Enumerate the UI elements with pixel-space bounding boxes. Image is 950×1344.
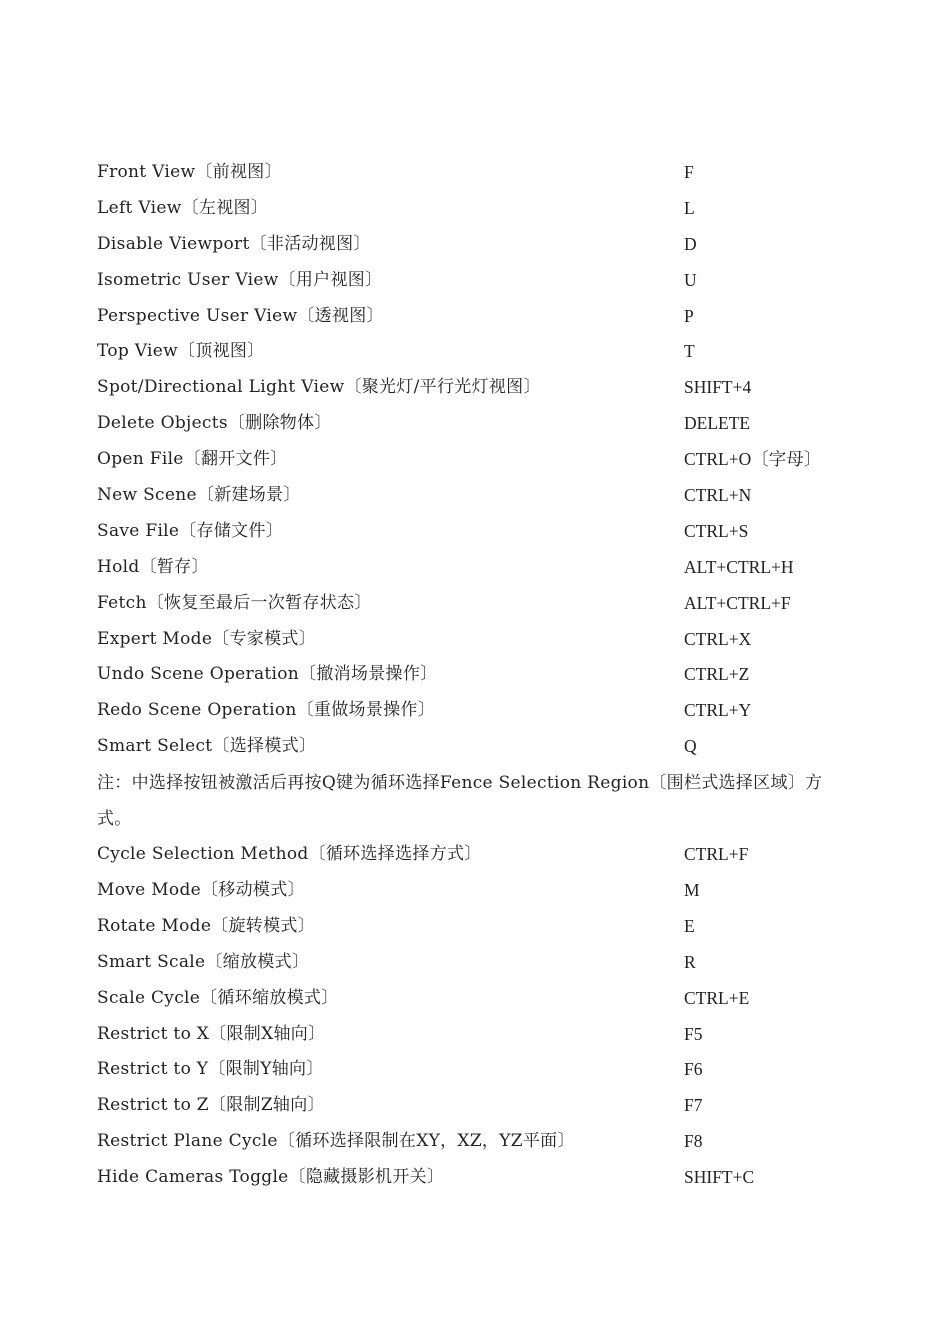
shortcut-key: CTRL+N <box>684 485 752 506</box>
shortcut-row <box>97 622 857 658</box>
shortcut-key: ALT+CTRL+H <box>684 556 794 577</box>
shortcut-label: Disable Viewport〔非活动视图〕 <box>97 233 371 254</box>
shortcut-key: D <box>684 233 697 254</box>
shortcut-row <box>97 550 857 586</box>
shortcut-label: Front View〔前视图〕 <box>97 162 282 182</box>
shortcut-label: Isometric User View〔用户视图〕 <box>97 269 383 290</box>
shortcut-label: Perspective User View〔透视图〕 <box>97 305 384 326</box>
shortcut-row <box>97 155 857 191</box>
shortcut-row <box>97 478 857 514</box>
shortcut-key: E <box>684 915 695 936</box>
shortcut-key: CTRL+Y <box>684 700 752 721</box>
shortcut-label: Hide Cameras Toggle〔隐藏摄影机开关〕 <box>97 1167 445 1188</box>
shortcut-key: CTRL+X <box>684 628 752 649</box>
shortcut-row <box>97 693 857 729</box>
shortcut-label: Restrict Plane Cycle〔循环选择限制在XY，XZ，YZ平面〕 <box>97 1131 575 1152</box>
shortcut-row <box>97 837 857 873</box>
shortcut-key: L <box>684 197 695 218</box>
shortcut-label: Restrict to X〔限制X轴向〕 <box>97 1023 326 1044</box>
shortcut-key: F5 <box>684 1023 703 1044</box>
shortcut-label: Save File〔存储文件〕 <box>97 520 284 541</box>
shortcut-row <box>97 191 857 227</box>
shortcut-key: F7 <box>684 1095 703 1116</box>
shortcut-label: Top View〔顶视图〕 <box>97 341 265 362</box>
shortcut-key: CTRL+O〔字母〕 <box>684 449 822 470</box>
shortcut-row <box>97 1017 857 1053</box>
shortcut-label: New Scene〔新建场景〕 <box>97 485 301 506</box>
shortcut-key: R <box>684 951 696 972</box>
shortcut-key: F8 <box>684 1131 703 1152</box>
shortcut-label: Cycle Selection Method〔循环选择选择方式〕 <box>97 844 482 865</box>
shortcut-row <box>97 299 857 335</box>
shortcut-label: Left View〔左视图〕 <box>97 197 269 218</box>
shortcut-list <box>97 155 857 1196</box>
shortcut-key: CTRL+S <box>684 520 749 541</box>
shortcut-key: F6 <box>684 1059 703 1080</box>
shortcut-row <box>97 981 857 1017</box>
shortcut-label: Rotate Mode〔旋转模式〕 <box>97 915 315 936</box>
shortcut-key: CTRL+F <box>684 844 749 865</box>
shortcut-row <box>97 945 857 981</box>
shortcut-key: ALT+CTRL+F <box>684 592 791 613</box>
shortcut-key: CTRL+E <box>684 987 750 1008</box>
shortcut-label: Undo Scene Operation〔撤消场景操作〕 <box>97 664 438 685</box>
shortcut-key: CTRL+Z <box>684 664 750 685</box>
shortcut-row <box>97 873 857 909</box>
shortcut-key: F <box>684 162 694 182</box>
shortcut-row <box>97 729 857 765</box>
shortcut-key: DELETE <box>684 413 751 434</box>
shortcut-row <box>97 370 857 406</box>
shortcut-row <box>97 514 857 550</box>
shortcut-row <box>97 1124 857 1160</box>
shortcut-row <box>97 1160 857 1196</box>
shortcut-label: Spot/Directional Light View〔聚光灯/平行光灯视图〕 <box>97 377 541 398</box>
shortcut-label: Restrict to Y〔限制Y轴向〕 <box>97 1059 324 1080</box>
shortcut-key: U <box>684 269 697 290</box>
shortcut-label: Delete Objects〔删除物体〕 <box>97 413 332 434</box>
shortcut-key: SHIFT+4 <box>684 377 752 398</box>
shortcut-row <box>97 1088 857 1124</box>
shortcut-label: Redo Scene Operation〔重做场景操作〕 <box>97 700 436 721</box>
shortcut-key: SHIFT+C <box>684 1167 755 1188</box>
shortcut-row <box>97 334 857 370</box>
shortcut-label: Hold〔暂存〕 <box>97 556 209 577</box>
shortcut-row <box>97 406 857 442</box>
shortcut-key: Q <box>684 736 697 757</box>
shortcut-row <box>97 909 857 945</box>
shortcut-label: Move Mode〔移动模式〕 <box>97 880 305 901</box>
shortcut-row <box>97 657 857 693</box>
shortcut-row <box>97 442 857 478</box>
shortcut-label: Open File〔翻开文件〕 <box>97 449 288 470</box>
shortcut-key: P <box>684 305 694 326</box>
selection-note: 注：中选择按钮被激活后再按Q键为循环选择Fence Selection Region〔围栏式选择区域〕方式。 <box>97 773 823 830</box>
shortcut-key: M <box>684 880 700 901</box>
shortcut-label: Expert Mode〔专家模式〕 <box>97 628 316 649</box>
shortcut-label: Smart Select〔选择模式〕 <box>97 736 317 757</box>
shortcut-row <box>97 586 857 622</box>
shortcut-row <box>97 263 857 299</box>
shortcut-label: Scale Cycle〔循环缩放模式〕 <box>97 987 339 1008</box>
shortcut-key: T <box>684 341 695 362</box>
shortcut-label: Smart Scale〔缩放模式〕 <box>97 951 310 972</box>
shortcut-label: Fetch〔恢复至最后一次暂存状态〕 <box>97 592 372 613</box>
shortcut-row <box>97 1052 857 1088</box>
shortcut-label: Restrict to Z〔限制Z轴向〕 <box>97 1095 325 1116</box>
shortcut-row <box>97 227 857 263</box>
